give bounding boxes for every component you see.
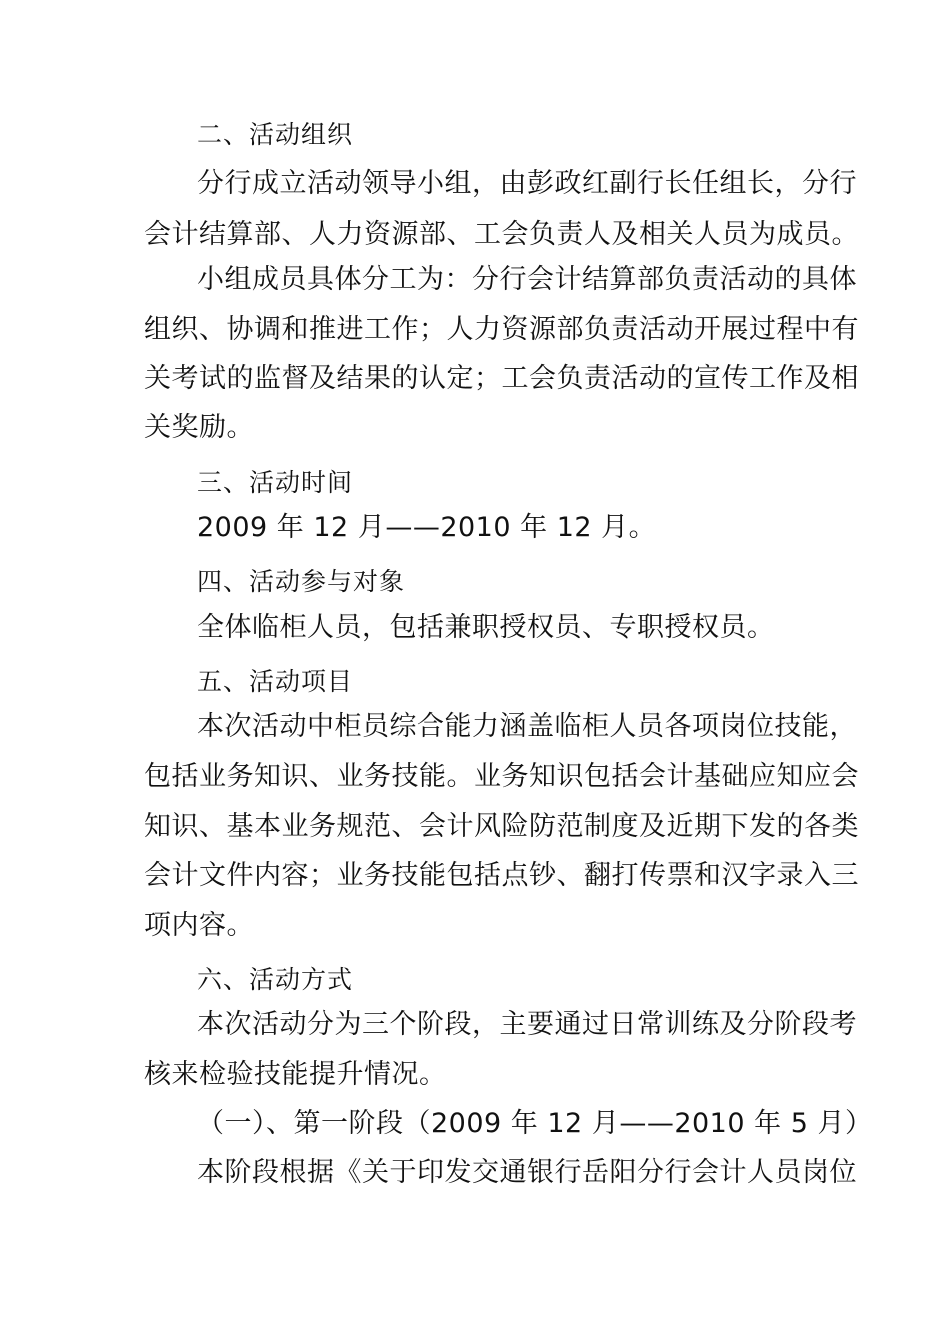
paragraph-line: 分行成立活动领导小组，由彭政红副行长任组长，分行 [197, 168, 857, 199]
section-heading-organization: 二、活动组织 [197, 120, 354, 149]
paragraph-line: 会计文件内容；业务技能包括点钞、翻打传票和汉字录入三 [144, 860, 859, 891]
paragraph-line: 本阶段根据《关于印发交通银行岳阳分行会计人员岗位 [197, 1157, 857, 1188]
section-heading-items: 五、活动项目 [197, 667, 354, 696]
paragraph-line: 组织、协调和推进工作；人力资源部负责活动开展过程中有 [144, 314, 859, 345]
paragraph-line: 全体临柜人员，包括兼职授权员、专职授权员。 [197, 612, 775, 643]
paragraph-line: 核来检验技能提升情况。 [144, 1059, 447, 1090]
paragraph-line: 项内容。 [144, 910, 254, 941]
section-heading-time: 三、活动时间 [197, 468, 354, 497]
paragraph-line: 本次活动中柜员综合能力涵盖临柜人员各项岗位技能， [197, 711, 857, 742]
paragraph-line: 关奖励。 [144, 412, 254, 443]
subsection-heading-stage-one: （一）、第一阶段（2009 年 12 月——2010 年 5 月） [197, 1108, 873, 1139]
paragraph-line: 会计结算部、人力资源部、工会负责人及相关人员为成员。 [144, 219, 859, 250]
section-heading-method: 六、活动方式 [197, 965, 354, 994]
paragraph-line: 小组成员具体分工为：分行会计结算部负责活动的具体 [197, 264, 857, 295]
paragraph-line: 本次活动分为三个阶段，主要通过日常训练及分阶段考 [197, 1009, 857, 1040]
paragraph-line: 知识、基本业务规范、会计风险防范制度及近期下发的各类 [144, 811, 859, 842]
section-heading-participants: 四、活动参与对象 [197, 567, 406, 596]
paragraph-line: 关考试的监督及结果的认定；工会负责活动的宣传工作及相 [144, 363, 859, 394]
paragraph-line: 2009 年 12 月——2010 年 12 月。 [197, 512, 657, 543]
paragraph-line: 包括业务知识、业务技能。业务知识包括会计基础应知应会 [144, 761, 859, 792]
